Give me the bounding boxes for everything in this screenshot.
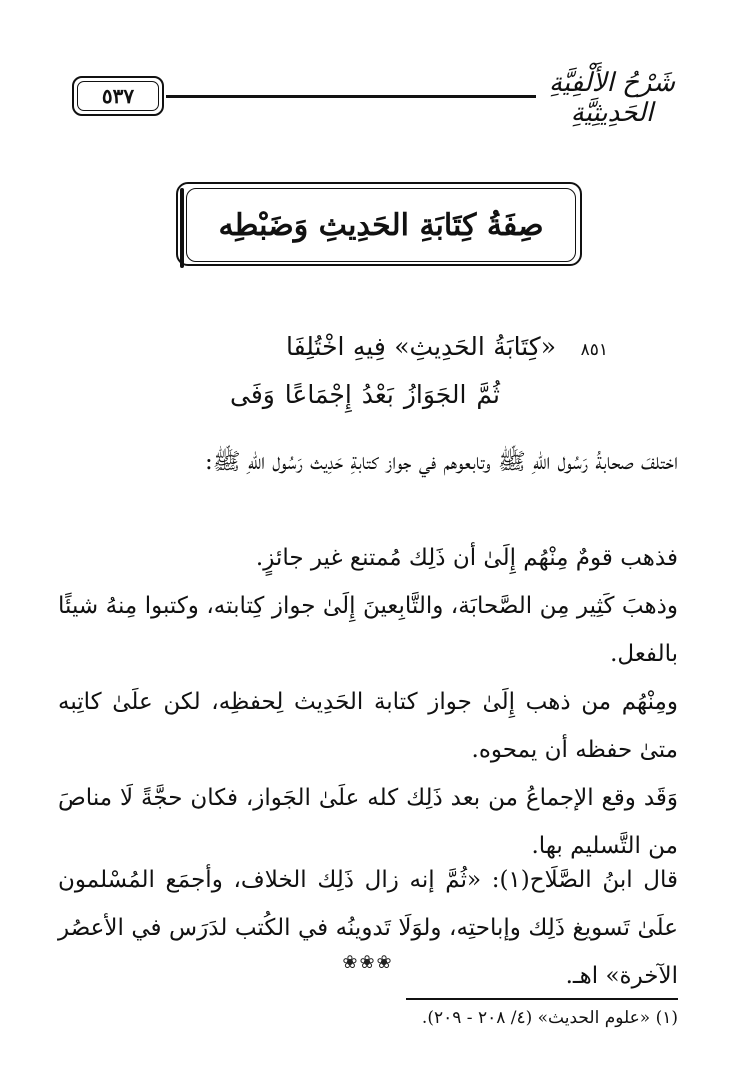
page-header <box>72 62 682 134</box>
verse-line-2: ثُمَّ الجَوَازُ بَعْدُ إِجْمَاعًا وَفَى <box>230 380 500 409</box>
verse-number: ٨٥١ <box>580 340 608 360</box>
section-ornament: ❀❀❀ <box>342 952 394 973</box>
chapter-title: صِفَةُ كِتَابَةِ الحَدِيثِ وَضَبْطِه <box>186 188 576 262</box>
paragraph-2: فذهب قومٌ مِنْهُم إِلَىٰ أن ذَلِك مُمتنع غير جائزٍ. <box>255 545 678 571</box>
footnote: (١) «علوم الحديث» (٤/ ٢٠٨ - ٢٠٩). <box>421 1008 678 1028</box>
paragraph-1: اختلفَ صحابةُ رَسُول اللهِ ﷺ وتابعوهم في جواز كتابةِ حَدِيث رَسُول اللهِ ﷺ: <box>204 449 678 475</box>
header-rule <box>166 95 536 98</box>
page-number: ٥٣٧ <box>77 81 159 111</box>
footnote-rule <box>406 998 678 1000</box>
paragraph-3: وذهبَ كَثِير مِن الصَّحابَة، والتَّابِعينَ إِلَىٰ جواز كِتابته، وكتبوا مِنهُ شيئًا بالفعل. <box>58 593 678 667</box>
paragraph-4: ومِنْهُم من ذهب إِلَىٰ جواز كتابة الحَدِيث لِحفظِه، لكن علَىٰ كاتِبه متىٰ حفظه أن يمحوه. <box>58 689 678 763</box>
paragraph-6: قال ابنُ الصَّلَاح(١): «ثُمَّ إنه زال ذَلِك الخلاف، وأجمَع المُسْلمون علَىٰ تَسويغ ذَلِك وإباحتِه، ولوَلَا تَدوينُه في الكُتب لدَرَس في الأعصُر الآخرة» اهـ. <box>58 867 678 989</box>
book-title: شَرْحُ الأَلْفِيَّةِ الحَدِيثِيَّةِ <box>548 68 676 128</box>
page-number-frame <box>72 76 164 116</box>
paragraph-5: وَقَد وقع الإجماعُ من بعد ذَلِك كله علَىٰ الجَواز، فكان حجَّةً لَا مناصَ من التَّسليم بها. <box>58 785 678 859</box>
verse-line-1: «كِتَابَةُ الحَدِيثِ» فِيهِ اخْتُلِفَا <box>286 332 556 361</box>
